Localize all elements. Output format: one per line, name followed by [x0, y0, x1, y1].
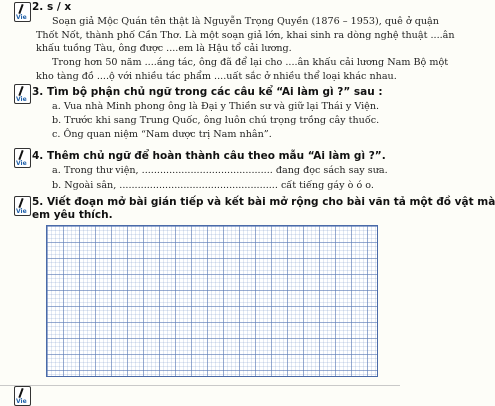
page-divider	[0, 385, 400, 386]
section2-title: 2. s / x	[32, 1, 72, 13]
pencil-vie-icon: Vie	[14, 386, 31, 406]
section2-line-1: Soạn giả Mộc Quán tên thật là Nguyễn Trọng Quyền (1876 – 1953), quê ở quận	[52, 16, 439, 27]
pencil-vie-icon: Vie	[14, 148, 31, 168]
section2-line-2: Thốt Nốt, thành phố Cần Thơ. Là một soạn giả lớn, khai sinh ra dòng nghệ thuật ....ân	[36, 30, 455, 41]
section3-item-c: c. Ông quan niệm “Nam dược trị Nam nhân”.	[52, 129, 272, 140]
section3-item-a: a. Vua nhà Minh phong ông là Đại y Thiền sư và giữ lại Thái y Viện.	[52, 101, 380, 112]
pencil-vie-icon: Vie	[14, 2, 31, 22]
section2-line-4: Trong hơn 50 năm ....áng tác, ông đã để lại cho ....ân khấu cải lương Nam Bộ một	[52, 57, 449, 68]
pencil-vie-icon: Vie	[14, 196, 31, 216]
section4-item-a: a. Trong thư viện, ........................................... đang đọc sách say sưa.	[52, 165, 388, 176]
section5-title-line-2: em yêu thích.	[32, 209, 113, 221]
section4-title: 4. Thêm chủ ngữ để hoàn thành câu theo mẫu “Ai làm gì ?”.	[32, 150, 386, 162]
writing-grid[interactable]	[46, 225, 378, 377]
section3-title: 3. Tìm bộ phận chủ ngữ trong các câu kể “Ai làm gì ?” sau :	[32, 86, 383, 98]
section2-line-3: khấu tuồng Tàu, ông được ....em là Hậu tổ cải lương.	[36, 43, 292, 54]
section2-line-5: kho tàng đồ ....ộ với nhiều tác phẩm ....uất sắc ở nhiều thể loại khác nhau.	[36, 71, 397, 82]
section4-item-b: b. Ngoài sân, .................................................... cất tiếng gáy ò ó o.	[52, 180, 374, 191]
section3-item-b: b. Trước khi sang Trung Quốc, ông luôn chú trọng trồng cây thuốc.	[52, 115, 380, 126]
section5-title-line-1: 5. Viết đoạn mở bài gián tiếp và kết bài mở rộng cho bài văn tả một đồ vật mà	[32, 196, 495, 208]
pencil-vie-icon: Vie	[14, 84, 31, 104]
